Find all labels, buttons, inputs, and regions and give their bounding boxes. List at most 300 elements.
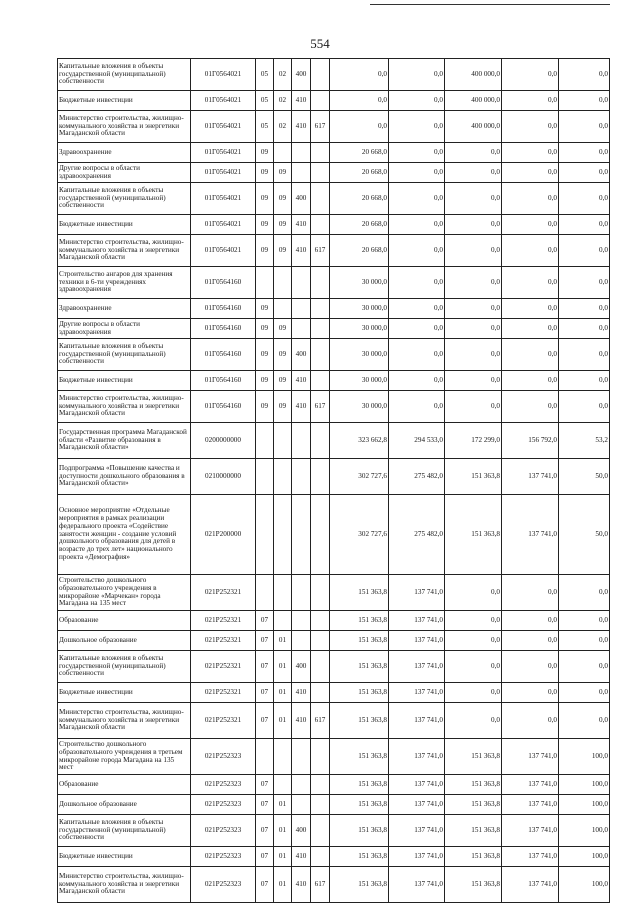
amount-federal-2: 0,0 [502, 683, 559, 703]
percent-cell: 0,0 [559, 215, 610, 235]
amount-federal-2: 0,0 [502, 371, 559, 391]
amount-federal-1: 275 482,0 [389, 495, 445, 575]
row-name: Министерство строительства, жилищно-коммунального хозяйства и энергетики Магаданской области [58, 703, 191, 739]
percent-cell: 0,0 [559, 319, 610, 339]
ministry-code: 617 [311, 703, 330, 739]
table-row [58, 391, 610, 423]
row-name: Бюджетные инвестиции [58, 215, 191, 235]
percent-cell: 0,0 [559, 703, 610, 739]
section-code: 07 [256, 631, 274, 651]
subsection-code: 09 [274, 183, 292, 215]
amount-total-1: 0,0 [330, 59, 389, 91]
expense-type-code [292, 459, 311, 495]
amount-federal-2: 0,0 [502, 111, 559, 143]
percent-cell: 0,0 [559, 683, 610, 703]
amount-total-2: 400 000,0 [445, 91, 502, 111]
amount-total-2: 151 363,8 [445, 739, 502, 775]
percent-cell: 53,2 [559, 423, 610, 459]
ministry-code [311, 371, 330, 391]
ministry-code [311, 575, 330, 611]
row-name: Капитальные вложения в объекты государственной (муниципальной) собственности [58, 339, 191, 371]
expense-type-code: 400 [292, 59, 311, 91]
target-code: 01Г0564021 [191, 215, 256, 235]
subsection-code: 09 [274, 371, 292, 391]
expense-type-code: 410 [292, 847, 311, 867]
amount-total-2: 0,0 [445, 339, 502, 371]
ministry-code: 617 [311, 391, 330, 423]
section-code: 09 [256, 319, 274, 339]
section-code: 07 [256, 795, 274, 815]
section-code [256, 495, 274, 575]
section-code: 07 [256, 683, 274, 703]
percent-cell: 100,0 [559, 867, 610, 903]
row-name: Образование [58, 775, 191, 795]
row-name: Министерство строительства, жилищно-коммунального хозяйства и энергетики Магаданской области [58, 111, 191, 143]
amount-federal-1: 0,0 [389, 319, 445, 339]
amount-federal-1: 0,0 [389, 91, 445, 111]
table-row [58, 183, 610, 215]
amount-federal-1: 0,0 [389, 143, 445, 163]
row-name: Министерство строительства, жилищно-коммунального хозяйства и энергетики Магаданской области [58, 391, 191, 423]
table-row [58, 795, 610, 815]
percent-cell: 100,0 [559, 795, 610, 815]
target-code: 021P252321 [191, 631, 256, 651]
row-name: Основное мероприятие «Отдельные мероприятия в рамках реализации федерального проекта «Содействие занятости женщин - создание условий дошкольного образования для детей в возрасте до трех лет» национального проекта «Демография» [58, 495, 191, 575]
table-row [58, 631, 610, 651]
table-row [58, 299, 610, 319]
target-code: 01Г0564160 [191, 299, 256, 319]
amount-federal-2: 0,0 [502, 391, 559, 423]
subsection-code [274, 495, 292, 575]
amount-federal-1: 137 741,0 [389, 847, 445, 867]
percent-cell: 0,0 [559, 163, 610, 183]
amount-total-1: 30 000,0 [330, 391, 389, 423]
amount-federal-1: 0,0 [389, 59, 445, 91]
amount-federal-1: 0,0 [389, 371, 445, 391]
subsection-code: 02 [274, 111, 292, 143]
percent-cell: 0,0 [559, 143, 610, 163]
section-code [256, 739, 274, 775]
amount-total-2: 151 363,8 [445, 775, 502, 795]
table-row [58, 651, 610, 683]
amount-federal-1: 137 741,0 [389, 867, 445, 903]
amount-total-2: 0,0 [445, 143, 502, 163]
ministry-code [311, 163, 330, 183]
row-name: Бюджетные инвестиции [58, 91, 191, 111]
ministry-code [311, 215, 330, 235]
amount-federal-2: 0,0 [502, 143, 559, 163]
percent-cell: 0,0 [559, 631, 610, 651]
table-row [58, 215, 610, 235]
amount-federal-1: 0,0 [389, 267, 445, 299]
expense-type-code: 410 [292, 235, 311, 267]
target-code: 021P252323 [191, 739, 256, 775]
target-code: 01Г0564021 [191, 143, 256, 163]
amount-total-2: 151 363,8 [445, 847, 502, 867]
ministry-code [311, 459, 330, 495]
amount-total-1: 151 363,8 [330, 815, 389, 847]
ministry-code: 617 [311, 867, 330, 903]
section-code: 07 [256, 867, 274, 903]
target-code: 01Г0564160 [191, 371, 256, 391]
row-name: Бюджетные инвестиции [58, 371, 191, 391]
ministry-code: 617 [311, 235, 330, 267]
subsection-code: 01 [274, 867, 292, 903]
subsection-code [274, 459, 292, 495]
row-name: Капитальные вложения в объекты государственной (муниципальной) собственности [58, 59, 191, 91]
amount-total-1: 20 668,0 [330, 183, 389, 215]
section-code: 05 [256, 91, 274, 111]
percent-cell: 0,0 [559, 299, 610, 319]
section-code: 07 [256, 611, 274, 631]
percent-cell: 0,0 [559, 651, 610, 683]
target-code: 021P252321 [191, 703, 256, 739]
amount-federal-1: 137 741,0 [389, 575, 445, 611]
ministry-code [311, 739, 330, 775]
subsection-code [274, 299, 292, 319]
amount-federal-2: 0,0 [502, 59, 559, 91]
expense-type-code [292, 163, 311, 183]
table-row [58, 111, 610, 143]
table-row [58, 739, 610, 775]
expense-type-code [292, 319, 311, 339]
subsection-code: 02 [274, 59, 292, 91]
table-body [58, 59, 610, 903]
amount-federal-2: 137 741,0 [502, 739, 559, 775]
table-row [58, 339, 610, 371]
expense-type-code [292, 267, 311, 299]
amount-federal-2: 137 741,0 [502, 867, 559, 903]
amount-federal-2: 0,0 [502, 183, 559, 215]
amount-total-2: 0,0 [445, 391, 502, 423]
amount-total-1: 151 363,8 [330, 683, 389, 703]
percent-cell: 100,0 [559, 775, 610, 795]
amount-total-1: 20 668,0 [330, 215, 389, 235]
table-row [58, 59, 610, 91]
ministry-code [311, 143, 330, 163]
amount-total-1: 30 000,0 [330, 319, 389, 339]
amount-total-1: 151 363,8 [330, 795, 389, 815]
expense-type-code: 410 [292, 111, 311, 143]
percent-cell: 100,0 [559, 739, 610, 775]
target-code: 01Г0564160 [191, 267, 256, 299]
table-row [58, 235, 610, 267]
amount-federal-1: 137 741,0 [389, 703, 445, 739]
percent-cell: 0,0 [559, 267, 610, 299]
subsection-code: 09 [274, 319, 292, 339]
section-code: 09 [256, 391, 274, 423]
ministry-code [311, 631, 330, 651]
amount-total-1: 151 363,8 [330, 575, 389, 611]
expense-type-code: 410 [292, 91, 311, 111]
amount-total-2: 0,0 [445, 611, 502, 631]
amount-federal-1: 0,0 [389, 111, 445, 143]
amount-total-2: 400 000,0 [445, 111, 502, 143]
table-row [58, 847, 610, 867]
subsection-code: 09 [274, 215, 292, 235]
expense-type-code [292, 795, 311, 815]
ministry-code [311, 299, 330, 319]
percent-cell: 0,0 [559, 183, 610, 215]
amount-federal-1: 0,0 [389, 391, 445, 423]
percent-cell: 0,0 [559, 339, 610, 371]
subsection-code [274, 775, 292, 795]
target-code: 021P252323 [191, 795, 256, 815]
table-row [58, 423, 610, 459]
amount-total-2: 0,0 [445, 683, 502, 703]
percent-cell: 0,0 [559, 391, 610, 423]
table-row [58, 611, 610, 631]
expense-type-code [292, 143, 311, 163]
amount-total-2: 0,0 [445, 215, 502, 235]
amount-federal-2: 0,0 [502, 339, 559, 371]
amount-federal-2: 137 741,0 [502, 459, 559, 495]
amount-total-2: 0,0 [445, 575, 502, 611]
amount-federal-1: 137 741,0 [389, 775, 445, 795]
amount-federal-2: 0,0 [502, 91, 559, 111]
row-name: Дошкольное образование [58, 631, 191, 651]
percent-cell: 0,0 [559, 91, 610, 111]
subsection-code [274, 611, 292, 631]
amount-total-2: 151 363,8 [445, 495, 502, 575]
percent-cell: 0,0 [559, 611, 610, 631]
amount-total-2: 0,0 [445, 371, 502, 391]
amount-federal-1: 0,0 [389, 299, 445, 319]
table-row [58, 163, 610, 183]
top-rule [370, 4, 610, 5]
row-name: Другие вопросы в области здравоохранения [58, 319, 191, 339]
ministry-code [311, 611, 330, 631]
amount-total-2: 0,0 [445, 299, 502, 319]
percent-cell: 50,0 [559, 459, 610, 495]
ministry-code [311, 339, 330, 371]
table-row [58, 143, 610, 163]
amount-total-1: 151 363,8 [330, 703, 389, 739]
amount-total-2: 0,0 [445, 631, 502, 651]
amount-federal-2: 0,0 [502, 575, 559, 611]
amount-total-1: 302 727,6 [330, 459, 389, 495]
amount-federal-2: 0,0 [502, 163, 559, 183]
row-name: Капитальные вложения в объекты государственной (муниципальной) собственности [58, 183, 191, 215]
target-code: 01Г0564021 [191, 59, 256, 91]
amount-total-1: 20 668,0 [330, 235, 389, 267]
amount-total-1: 30 000,0 [330, 371, 389, 391]
expense-type-code [292, 775, 311, 795]
amount-federal-1: 137 741,0 [389, 683, 445, 703]
amount-total-1: 151 363,8 [330, 775, 389, 795]
target-code: 021P252321 [191, 575, 256, 611]
amount-federal-2: 137 741,0 [502, 847, 559, 867]
amount-federal-1: 294 533,0 [389, 423, 445, 459]
target-code: 021P252323 [191, 867, 256, 903]
amount-total-2: 400 000,0 [445, 59, 502, 91]
ministry-code [311, 91, 330, 111]
amount-total-1: 151 363,8 [330, 631, 389, 651]
section-code: 09 [256, 339, 274, 371]
amount-federal-1: 137 741,0 [389, 651, 445, 683]
subsection-code: 01 [274, 683, 292, 703]
section-code [256, 267, 274, 299]
percent-cell: 0,0 [559, 59, 610, 91]
target-code: 0210000000 [191, 459, 256, 495]
expense-type-code [292, 423, 311, 459]
expense-type-code [292, 495, 311, 575]
target-code: 021P252321 [191, 611, 256, 631]
row-name: Другие вопросы в области здравоохранения [58, 163, 191, 183]
target-code: 01Г0564021 [191, 235, 256, 267]
target-code: 021P252323 [191, 847, 256, 867]
amount-federal-2: 0,0 [502, 267, 559, 299]
ministry-code [311, 423, 330, 459]
section-code: 07 [256, 847, 274, 867]
page-number: 554 [310, 36, 330, 51]
target-code: 01Г0564021 [191, 111, 256, 143]
row-name: Здравоохранение [58, 299, 191, 319]
subsection-code: 01 [274, 847, 292, 867]
percent-cell: 0,0 [559, 111, 610, 143]
ministry-code [311, 651, 330, 683]
ministry-code [311, 683, 330, 703]
row-name: Государственная программа Магаданской области «Развитие образования в Магаданской области» [58, 423, 191, 459]
row-name: Министерство строительства, жилищно-коммунального хозяйства и энергетики Магаданской области [58, 867, 191, 903]
subsection-code: 09 [274, 235, 292, 267]
target-code: 0200000000 [191, 423, 256, 459]
table-row [58, 683, 610, 703]
subsection-code [274, 143, 292, 163]
percent-cell: 0,0 [559, 235, 610, 267]
table-row [58, 319, 610, 339]
amount-total-2: 0,0 [445, 183, 502, 215]
target-code: 021P200000 [191, 495, 256, 575]
ministry-code [311, 495, 330, 575]
table-row [58, 815, 610, 847]
budget-table [57, 58, 610, 903]
amount-federal-1: 137 741,0 [389, 739, 445, 775]
section-code: 09 [256, 183, 274, 215]
amount-federal-2: 0,0 [502, 299, 559, 319]
ministry-code [311, 319, 330, 339]
amount-federal-1: 0,0 [389, 235, 445, 267]
amount-federal-1: 0,0 [389, 183, 445, 215]
ministry-code [311, 59, 330, 91]
expense-type-code [292, 611, 311, 631]
section-code: 09 [256, 215, 274, 235]
percent-cell: 0,0 [559, 575, 610, 611]
row-name: Капитальные вложения в объекты государственной (муниципальной) собственности [58, 651, 191, 683]
subsection-code [274, 739, 292, 775]
amount-federal-2: 137 741,0 [502, 495, 559, 575]
target-code: 01Г0564021 [191, 91, 256, 111]
table-row [58, 703, 610, 739]
amount-total-2: 151 363,8 [445, 795, 502, 815]
amount-total-1: 20 668,0 [330, 163, 389, 183]
row-name: Министерство строительства, жилищно-коммунального хозяйства и энергетики Магаданской области [58, 235, 191, 267]
section-code: 09 [256, 235, 274, 267]
amount-federal-2: 137 741,0 [502, 775, 559, 795]
percent-cell: 100,0 [559, 847, 610, 867]
expense-type-code: 400 [292, 815, 311, 847]
ministry-code: 617 [311, 111, 330, 143]
target-code: 021P252321 [191, 651, 256, 683]
section-code [256, 575, 274, 611]
section-code: 07 [256, 815, 274, 847]
amount-total-2: 0,0 [445, 235, 502, 267]
row-name: Здравоохранение [58, 143, 191, 163]
amount-total-1: 20 668,0 [330, 143, 389, 163]
target-code: 01Г0564021 [191, 163, 256, 183]
row-name: Образование [58, 611, 191, 631]
row-name: Бюджетные инвестиции [58, 847, 191, 867]
amount-total-2: 0,0 [445, 267, 502, 299]
amount-federal-2: 0,0 [502, 651, 559, 683]
target-code: 01Г0564160 [191, 319, 256, 339]
ministry-code [311, 267, 330, 299]
subsection-code: 01 [274, 651, 292, 683]
amount-federal-1: 137 741,0 [389, 815, 445, 847]
expense-type-code: 410 [292, 867, 311, 903]
section-code: 05 [256, 59, 274, 91]
expense-type-code: 410 [292, 371, 311, 391]
expense-type-code: 400 [292, 339, 311, 371]
row-name: Строительство дошкольного образовательного учреждения в третьем микрорайоне города Магадана на 135 мест [58, 739, 191, 775]
amount-total-1: 151 363,8 [330, 739, 389, 775]
subsection-code: 01 [274, 631, 292, 651]
amount-federal-1: 137 741,0 [389, 611, 445, 631]
amount-federal-2: 0,0 [502, 611, 559, 631]
ministry-code [311, 847, 330, 867]
amount-federal-1: 137 741,0 [389, 631, 445, 651]
section-code [256, 459, 274, 495]
expense-type-code [292, 739, 311, 775]
amount-federal-2: 137 741,0 [502, 815, 559, 847]
subsection-code [274, 267, 292, 299]
amount-total-2: 151 363,8 [445, 867, 502, 903]
subsection-code [274, 575, 292, 611]
row-name: Строительство ангаров для хранения техники в 6-ти учреждениях здравоохранения [58, 267, 191, 299]
target-code: 021P252323 [191, 815, 256, 847]
table-row [58, 775, 610, 795]
amount-total-2: 151 363,8 [445, 815, 502, 847]
amount-total-1: 30 000,0 [330, 299, 389, 319]
expense-type-code: 410 [292, 703, 311, 739]
amount-total-2: 0,0 [445, 163, 502, 183]
amount-total-2: 172 299,0 [445, 423, 502, 459]
expense-type-code [292, 575, 311, 611]
table-row [58, 371, 610, 391]
amount-total-1: 0,0 [330, 91, 389, 111]
amount-federal-1: 0,0 [389, 163, 445, 183]
amount-total-1: 151 363,8 [330, 867, 389, 903]
amount-federal-2: 0,0 [502, 235, 559, 267]
table-row [58, 575, 610, 611]
amount-total-2: 0,0 [445, 319, 502, 339]
row-name: Строительство дошкольного образовательного учреждения в микрорайоне «Марчекан» города Магадана на 135 мест [58, 575, 191, 611]
amount-federal-2: 137 741,0 [502, 795, 559, 815]
amount-total-1: 302 727,6 [330, 495, 389, 575]
percent-cell: 50,0 [559, 495, 610, 575]
table-row [58, 267, 610, 299]
amount-federal-2: 0,0 [502, 631, 559, 651]
expense-type-code [292, 299, 311, 319]
subsection-code: 01 [274, 703, 292, 739]
section-code: 09 [256, 163, 274, 183]
expense-type-code: 410 [292, 215, 311, 235]
amount-total-1: 323 662,8 [330, 423, 389, 459]
amount-total-2: 0,0 [445, 651, 502, 683]
amount-total-2: 0,0 [445, 703, 502, 739]
ministry-code [311, 795, 330, 815]
row-name: Бюджетные инвестиции [58, 683, 191, 703]
